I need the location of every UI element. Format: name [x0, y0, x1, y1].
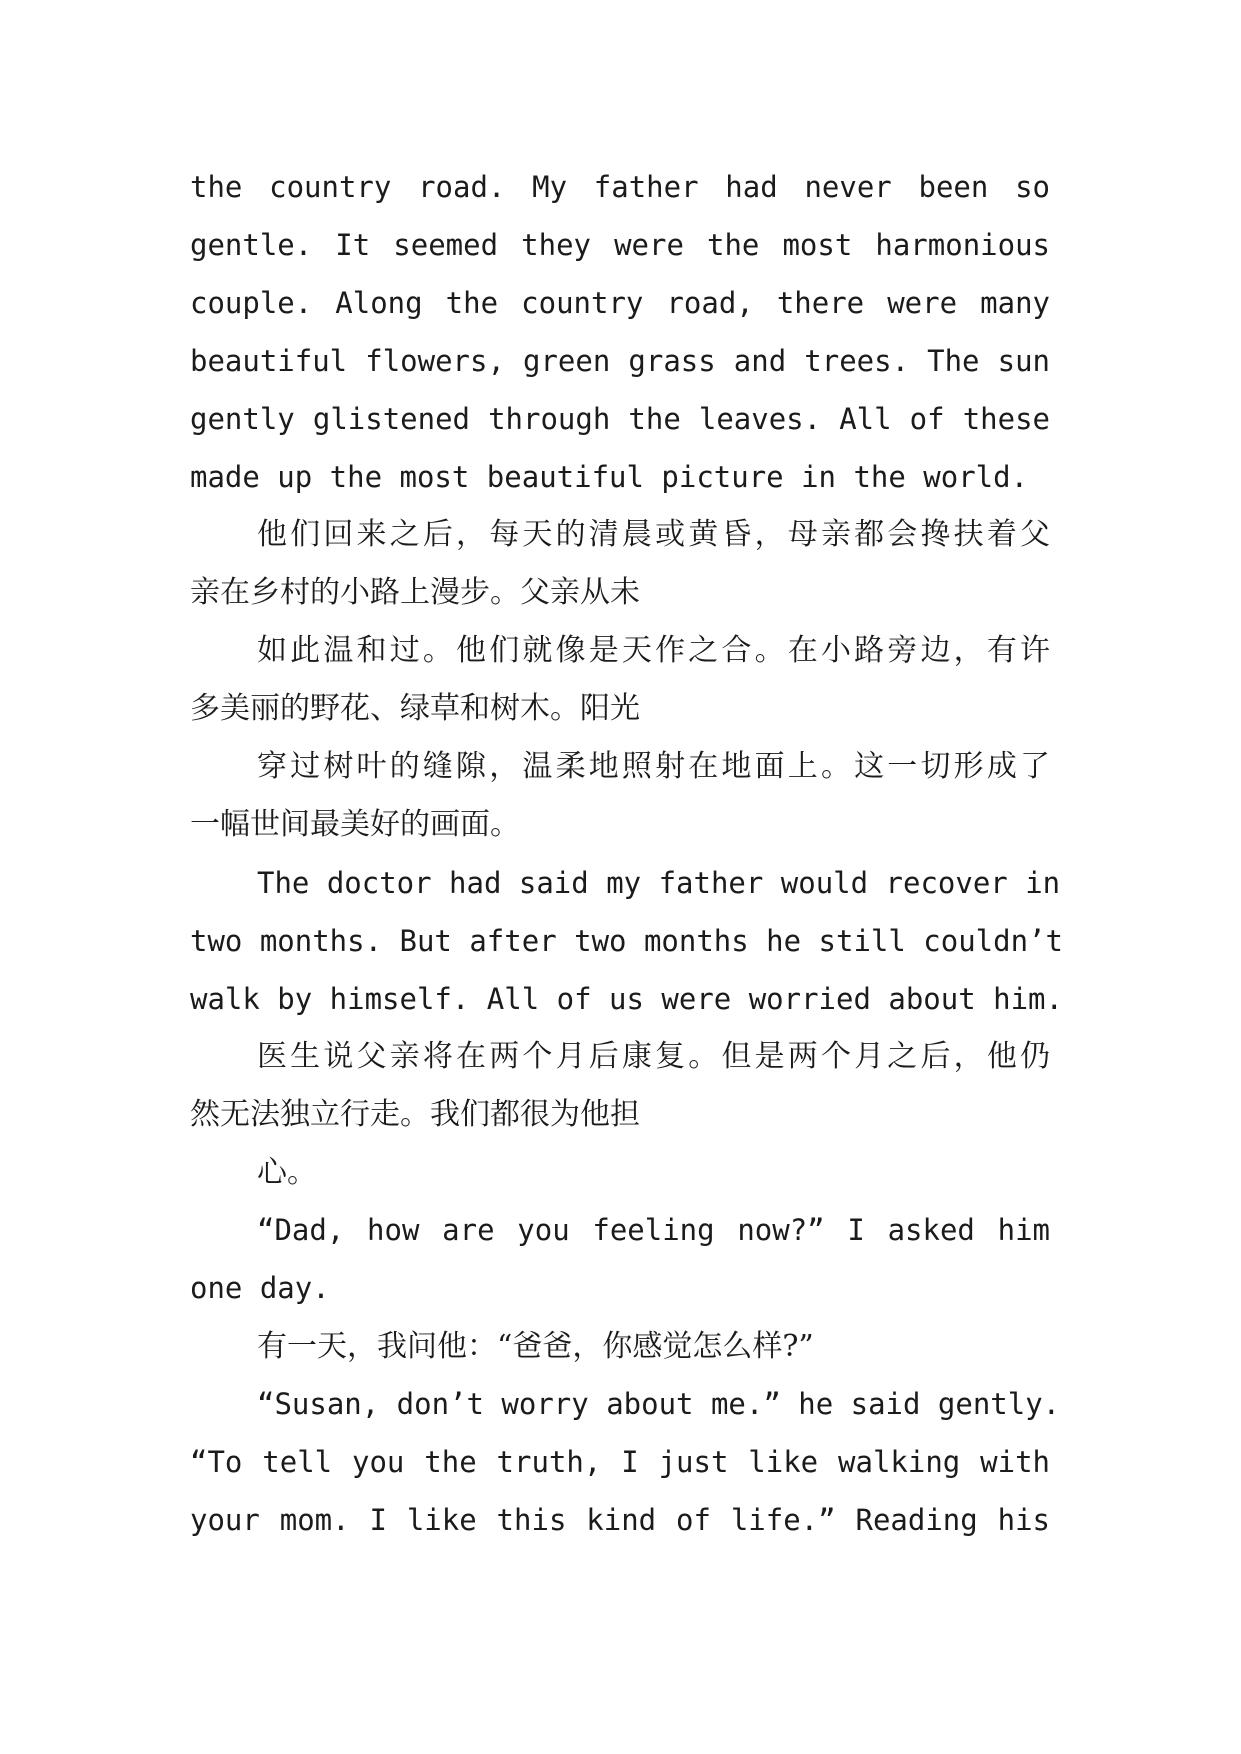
text-line: your mom. I like this kind of life.” Reading his [190, 1503, 1050, 1537]
text-line: gently glistened through the leaves. All of these [190, 402, 1050, 436]
text-line: made up the most beautiful picture in the world. [190, 460, 1029, 494]
text-line: 穿过树叶的缝隙，温柔地照射在地面上。这一切形成了 [257, 749, 1050, 784]
text-line: The doctor had said my father would recover in [257, 866, 1061, 900]
text-line: gentle. It seemed they were the most harmonious [190, 228, 1050, 262]
text-line: the country road. My father had never been so [190, 170, 1050, 204]
text-line: two months. But after two months he still couldn’t [190, 924, 1063, 958]
text-line: 医生说父亲将在两个月后康复。但是两个月之后，他仍 [257, 1039, 1050, 1074]
text-line: walk by himself. All of us were worried about him. [190, 982, 1063, 1016]
text-line: 如此温和过。他们就像是天作之合。在小路旁边，有许 [257, 633, 1050, 668]
text-line: couple. Along the country road, there were many [190, 286, 1050, 320]
text-line: 一幅世间最美好的画面。 [190, 807, 520, 842]
text-line: 他们回来之后，每天的清晨或黄昏，母亲都会搀扶着父 [257, 517, 1050, 552]
text-line: 亲在乡村的小路上漫步。父亲从未 [190, 575, 640, 610]
text-line: beautiful flowers, green grass and trees. The sun [190, 344, 1050, 378]
text-line: 有一天，我问他：“爸爸，你感觉怎么样?” [257, 1329, 814, 1364]
text-line: 心。 [257, 1155, 317, 1190]
text-line: “To tell you the truth, I just like walking with [190, 1445, 1050, 1479]
text-line: one day. [190, 1271, 330, 1305]
text-line: “Dad, how are you feeling now?” I asked him [257, 1213, 1050, 1247]
text-line: 然无法独立行走。我们都很为他担 [190, 1097, 640, 1132]
text-line: 多美丽的野花、绿草和树木。阳光 [190, 691, 640, 726]
text-line: “Susan, don’t worry about me.” he said gently. [257, 1387, 1061, 1421]
